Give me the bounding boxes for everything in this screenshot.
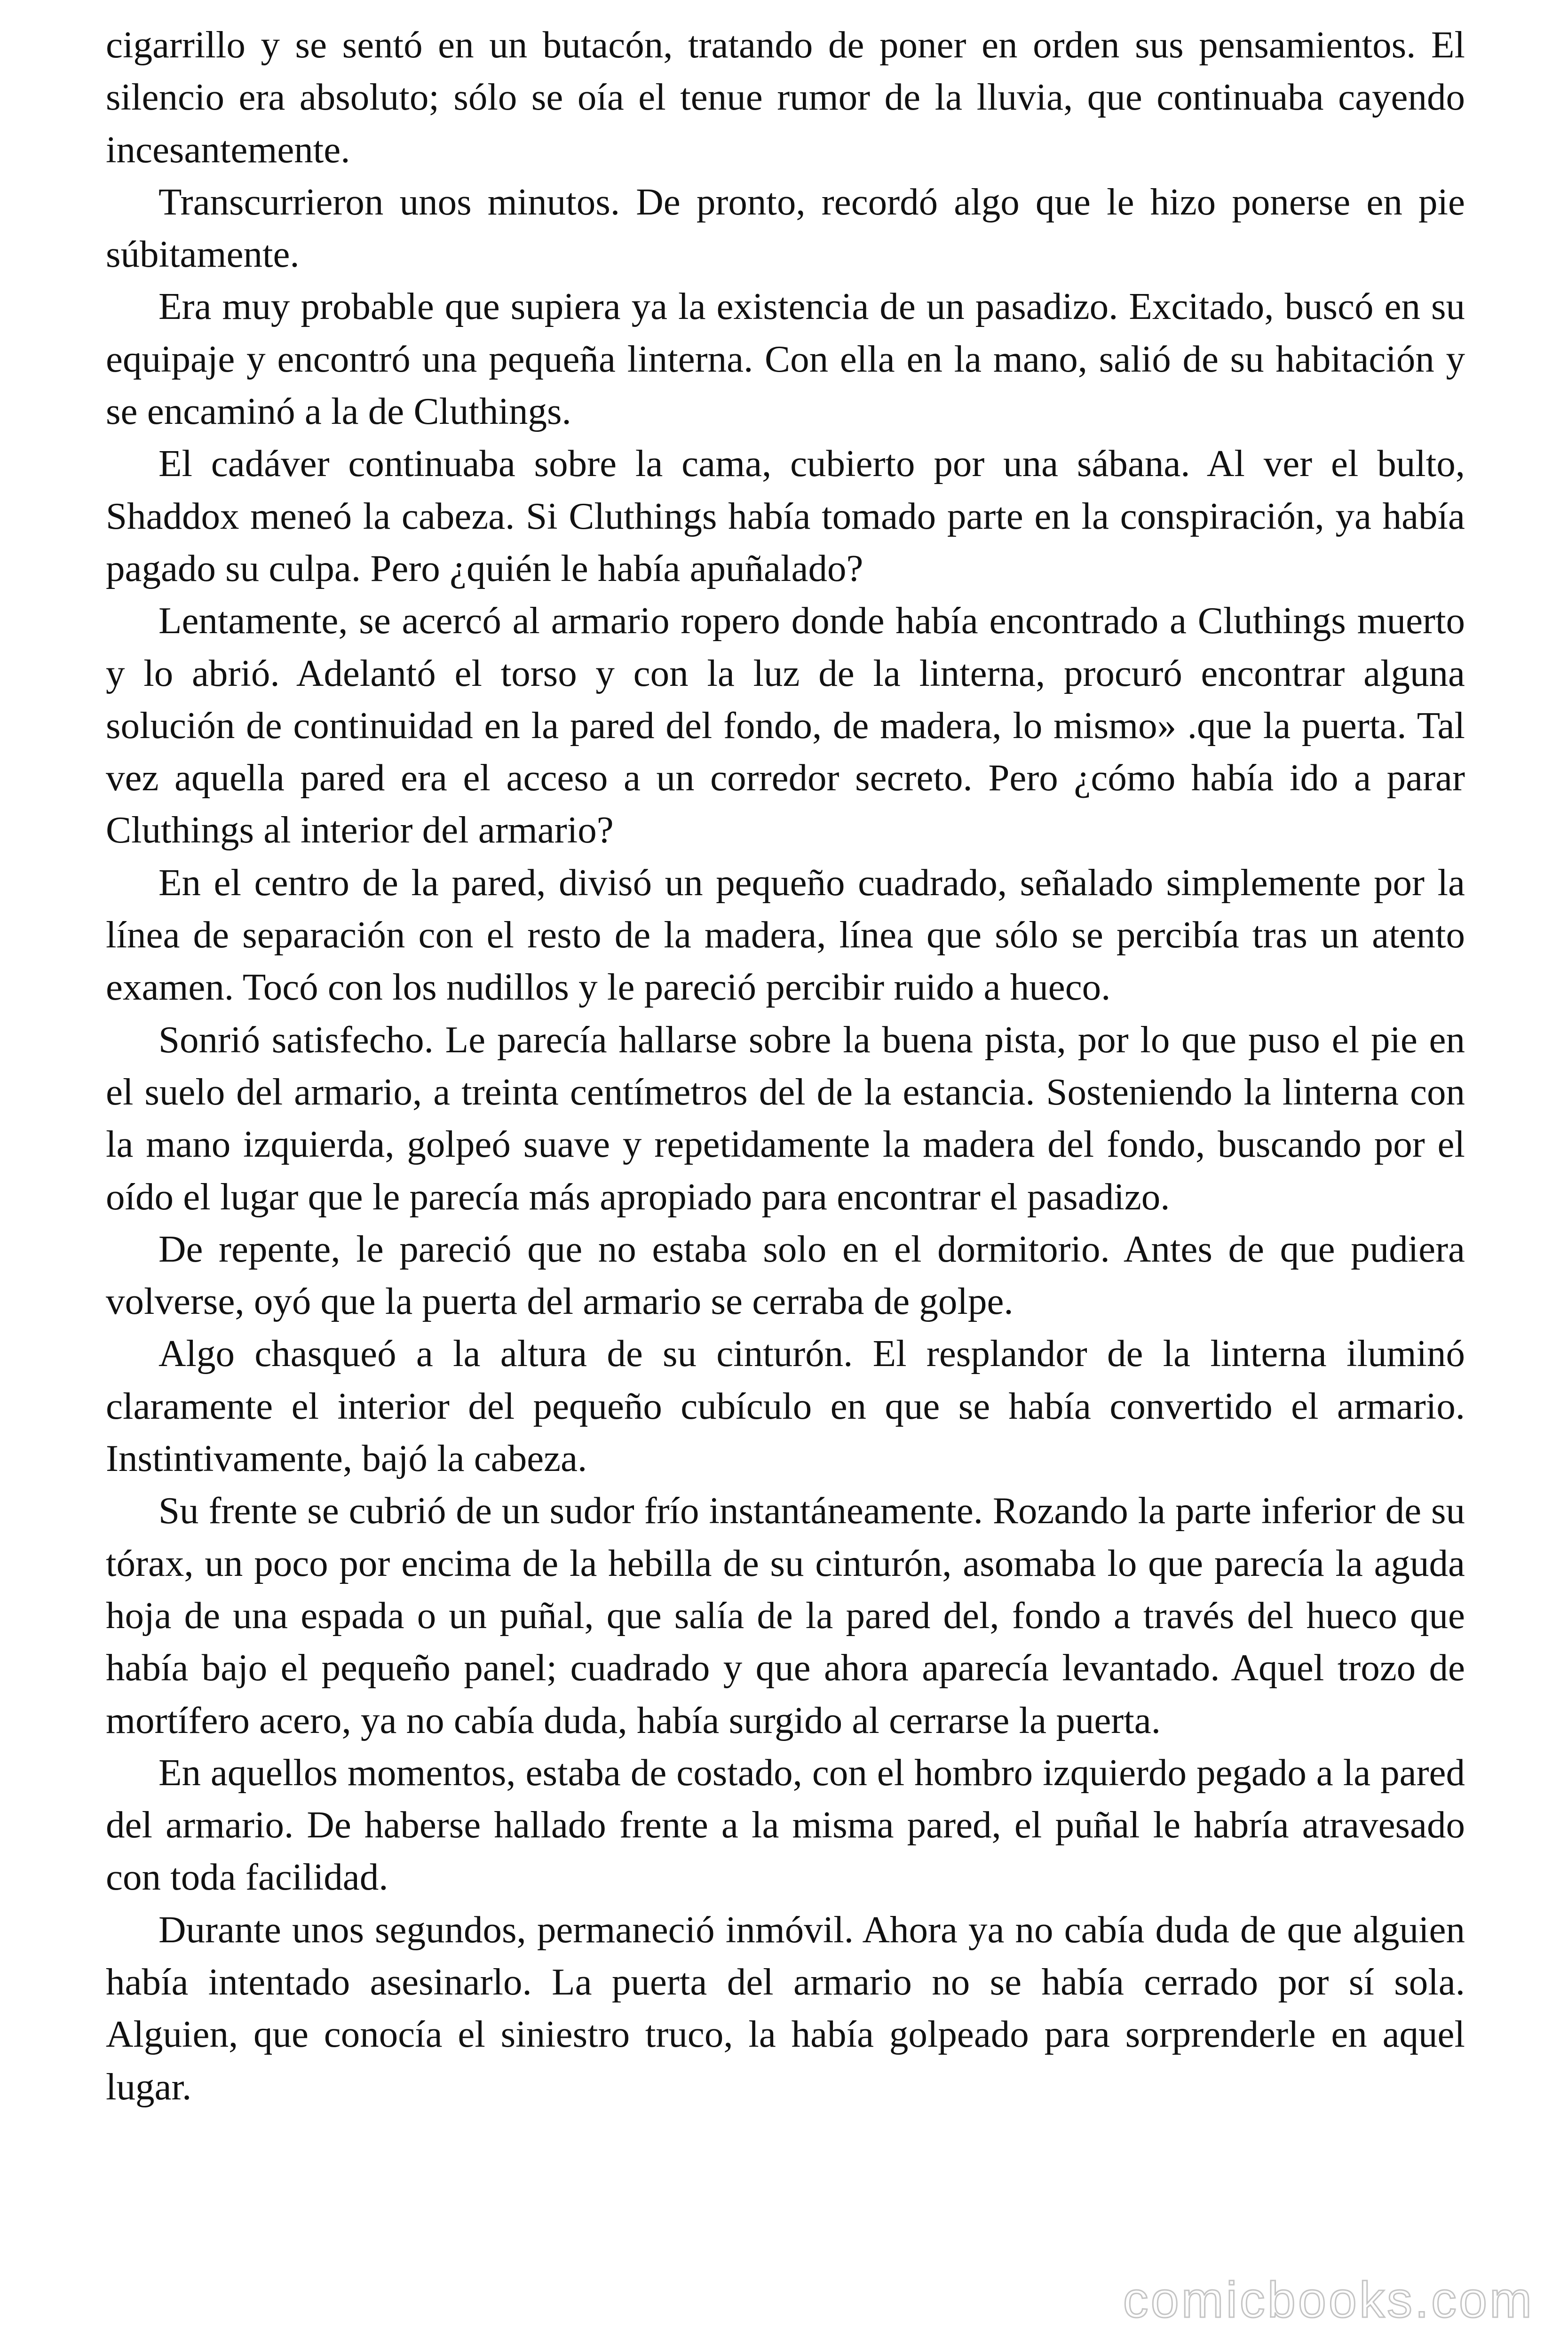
paragraph-4: El cadáver continuaba sobre la cama, cubierto por una sábana. Al ver el bulto, Shaddox meneó la cabeza. Si Cluthings había tomado parte en la conspiración, ya había pagado su culpa. Pero ¿quién le había apuñalado? bbox=[106, 442, 1465, 589]
paragraph-1: cigarrillo y se sentó en un butacón, tratando de poner en orden sus pensamientos. El silencio era absoluto; sólo se oía el tenue rumor de la lluvia, que continuaba cayendo incesantemente. bbox=[106, 24, 1465, 171]
paragraph-6: En el centro de la pared, divisó un pequeño cuadrado, señalado simplemente por la línea de separación con el resto de la madera, línea que sólo se percibía tras un atento examen. Tocó con los nudillos y le pareció percibir ruido a hueco. bbox=[106, 861, 1465, 1009]
paragraph-12: Durante unos segundos, permaneció inmóvil. Ahora ya no cabía duda de que alguien había intentado asesinarlo. La puerta del armario no se había cerrado por sí sola. Alguien, que conocía el siniestro truco, la había golpeado para sorprenderle en aquel lugar. bbox=[106, 1908, 1465, 2108]
paragraph-3: Era muy probable que supiera ya la existencia de un pasadizo. Excitado, buscó en su equipaje y encontró una pequeña linterna. Con ella en la mano, salió de su habitación y se encaminó a la de Cluthings. bbox=[106, 285, 1465, 433]
paragraph-7: Sonrió satisfecho. Le parecía hallarse sobre la buena pista, por lo que puso el pie en el suelo del armario, a treinta centímetros del de la estancia. Sosteniendo la linterna con la mano izquierda, golpeó suave y repetidamente la madera del fondo, buscando por el oído el lugar que le parecía más apropiado para encontrar el pasadizo. bbox=[106, 1018, 1465, 1218]
paragraph-11: En aquellos momentos, estaba de costado, con el hombro izquierdo pegado a la pared del armario. De haberse hallado frente a la misma pared, el puñal le habría atravesado con toda facilidad. bbox=[106, 1751, 1465, 1899]
paragraph-10: Su frente se cubrió de un sudor frío instantáneamente. Rozando la parte inferior de su tórax, un poco por encima de la hebilla de su cinturón, asomaba lo que parecía la aguda hoja de una espada o un puñal, que salía de la pared del, fondo a través del hueco que había bajo el pequeño panel; cuadrado y que ahora aparecía levantado. Aquel trozo de mortífero acero, ya no cabía duda, había surgido al cerrarse la puerta. bbox=[106, 1489, 1465, 1741]
paragraph-2: Transcurrieron unos minutos. De pronto, recordó algo que le hizo ponerse en pie súbitamente. bbox=[106, 180, 1465, 276]
paragraph-8: De repente, le pareció que no estaba solo en el dormitorio. Antes de que pudiera volverse, oyó que la puerta del armario se cerraba de golpe. bbox=[106, 1227, 1465, 1323]
paragraph-5: Lentamente, se acercó al armario ropero donde había encontrado a Cluthings muerto y lo abrió. Adelantó el torso y con la luz de la linterna, procuró encontrar alguna solución de continuidad en la pared del fondo, de madera, lo mismo» .que la puerta. Tal vez aquella pared era el acceso a un corredor secreto. Pero ¿cómo había ido a parar Cluthings al interior del armario? bbox=[106, 599, 1465, 851]
page-body bbox=[106, 19, 1465, 2113]
paragraph-9: Algo chasqueó a la altura de su cinturón. El resplandor de la linterna iluminó claramente el interior del pequeño cubículo en que se había convertido el armario. Instintivamente, bajó la cabeza. bbox=[106, 1332, 1465, 1480]
watermark: comicbooks.com bbox=[1123, 2271, 1534, 2328]
